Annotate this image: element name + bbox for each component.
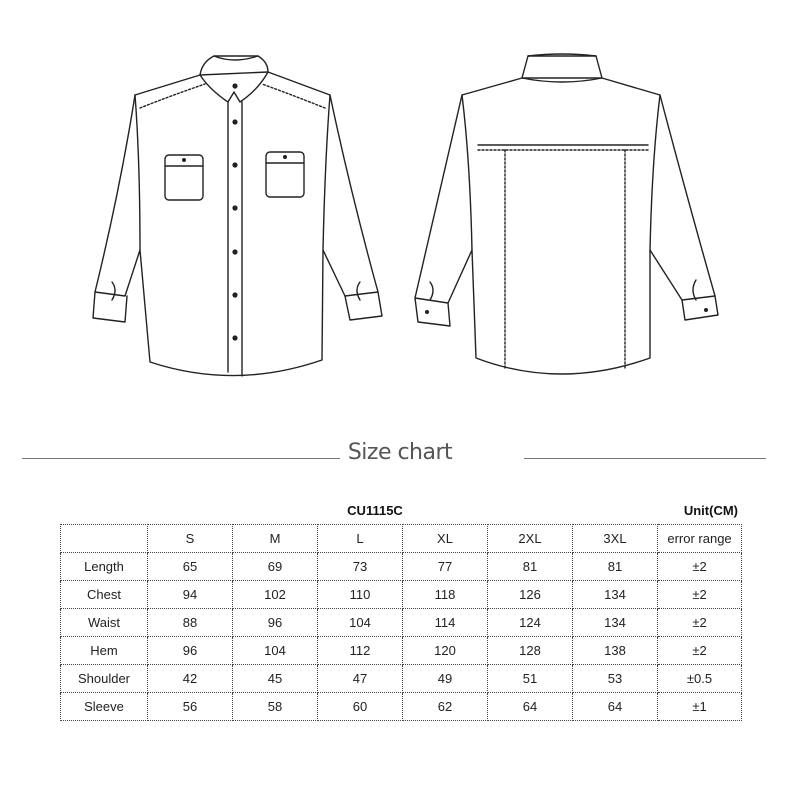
cell: 102 [233,581,318,609]
header-size: 2XL [488,525,573,553]
header-error-range: error range [658,525,742,553]
cell: 134 [573,581,658,609]
cell: 49 [403,665,488,693]
cell: 120 [403,637,488,665]
cell: 88 [148,609,233,637]
cell: 114 [403,609,488,637]
error-cell: ±0.5 [658,665,742,693]
cell: 94 [148,581,233,609]
shirt-back-drawing [415,54,718,374]
cell: 64 [488,693,573,721]
cell: 124 [488,609,573,637]
header-size: L [318,525,403,553]
cell: 77 [403,553,488,581]
cell: 42 [148,665,233,693]
header-corner [61,525,148,553]
error-cell: ±2 [658,553,742,581]
table-row [61,637,742,665]
cell: 104 [233,637,318,665]
header-size: M [233,525,318,553]
row-label: Chest [61,581,148,609]
error-cell: ±2 [658,581,742,609]
row-label: Hem [61,637,148,665]
cell: 56 [148,693,233,721]
cell: 134 [573,609,658,637]
row-label: Sleeve [61,693,148,721]
error-cell: ±2 [658,609,742,637]
title-rule-left [22,458,340,459]
row-label: Shoulder [61,665,148,693]
row-label: Length [61,553,148,581]
cell: 110 [318,581,403,609]
cell: 81 [573,553,658,581]
header-size: S [148,525,233,553]
cell: 58 [233,693,318,721]
header-size: XL [403,525,488,553]
cell: 65 [148,553,233,581]
size-chart-title: Size chart [347,440,453,465]
cell: 62 [403,693,488,721]
size-table [60,524,742,721]
cell: 51 [488,665,573,693]
cell: 69 [233,553,318,581]
cell: 126 [488,581,573,609]
table-row [61,609,742,637]
title-rule-right [524,458,766,459]
unit-label: Unit(CM) [683,503,738,518]
cell: 53 [573,665,658,693]
cell: 112 [318,637,403,665]
cell: 118 [403,581,488,609]
cell: 64 [573,693,658,721]
cell: 47 [318,665,403,693]
error-cell: ±2 [658,637,742,665]
shirt-front-drawing [93,56,382,376]
cell: 128 [488,637,573,665]
header-size: 3XL [573,525,658,553]
header-row [61,525,742,553]
cell: 73 [318,553,403,581]
model-code: CU1115C [347,503,403,518]
cell: 138 [573,637,658,665]
cell: 81 [488,553,573,581]
row-label: Waist [61,609,148,637]
table-row [61,553,742,581]
table-row [61,693,742,721]
cell: 104 [318,609,403,637]
error-cell: ±1 [658,693,742,721]
cell: 45 [233,665,318,693]
table-row [61,665,742,693]
cell: 96 [233,609,318,637]
cell: 96 [148,637,233,665]
table-row [61,581,742,609]
cell: 60 [318,693,403,721]
